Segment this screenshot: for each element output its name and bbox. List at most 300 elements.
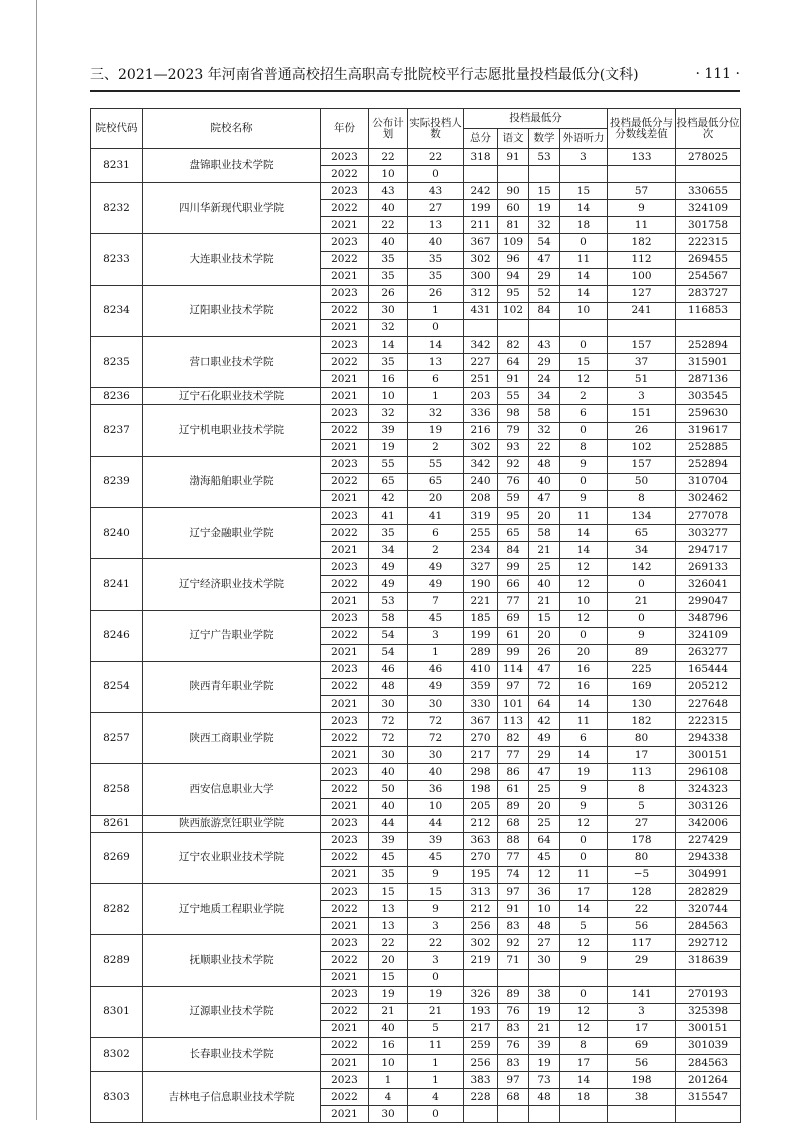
cell-planned: 35 <box>369 268 408 285</box>
cell-total: 256 <box>464 1054 498 1071</box>
school-code: 8246 <box>91 610 143 661</box>
cell-math: 29 <box>529 268 560 285</box>
cell-math: 32 <box>529 217 560 234</box>
table-row <box>91 610 741 627</box>
cell-total: 367 <box>464 713 498 730</box>
cell-actual: 1 <box>408 644 464 661</box>
cell-chinese: 76 <box>498 1003 529 1020</box>
cell-year: 2021 <box>321 1106 369 1123</box>
cell-listening <box>560 166 608 183</box>
table-row <box>91 764 741 781</box>
cell-math: 42 <box>529 713 560 730</box>
cell-listening: 9 <box>560 490 608 507</box>
table-row <box>91 661 741 678</box>
cell-actual: 4 <box>408 1089 464 1106</box>
cell-listening: 6 <box>560 405 608 422</box>
cell-total: 270 <box>464 730 498 747</box>
cell-listening: 16 <box>560 661 608 678</box>
col-header-rank: 投档最低分位次 <box>676 109 741 149</box>
cell-math: 54 <box>529 234 560 251</box>
cell-actual: 35 <box>408 251 464 268</box>
cell-listening: 6 <box>560 730 608 747</box>
cell-year: 2022 <box>321 302 369 319</box>
cell-math: 40 <box>529 576 560 593</box>
cell-planned: 22 <box>369 217 408 234</box>
table-row <box>91 935 741 952</box>
cell-actual: 10 <box>408 798 464 815</box>
cell-planned: 10 <box>369 166 408 183</box>
cell-rank: 326041 <box>676 576 741 593</box>
cell-math: 21 <box>529 542 560 559</box>
cell-year: 2023 <box>321 285 369 302</box>
cell-rank: 263277 <box>676 644 741 661</box>
cell-actual: 49 <box>408 678 464 695</box>
cell-listening: 12 <box>560 610 608 627</box>
cell-planned: 10 <box>369 388 408 405</box>
cell-year: 2022 <box>321 678 369 695</box>
cell-chinese: 97 <box>498 678 529 695</box>
cell-rank: 303277 <box>676 525 741 542</box>
cell-actual: 0 <box>408 166 464 183</box>
table-row <box>91 507 741 524</box>
cell-planned: 46 <box>369 661 408 678</box>
cell-year: 2022 <box>321 781 369 798</box>
cell-year: 2023 <box>321 713 369 730</box>
cell-diff: 8 <box>608 781 676 798</box>
cell-actual: 9 <box>408 901 464 918</box>
cell-chinese: 92 <box>498 935 529 952</box>
cell-listening: 9 <box>560 952 608 969</box>
cell-total: 302 <box>464 439 498 456</box>
cell-chinese: 97 <box>498 884 529 901</box>
cell-year: 2022 <box>321 849 369 866</box>
cell-total: 313 <box>464 884 498 901</box>
cell-diff: 38 <box>608 1089 676 1106</box>
cell-actual: 13 <box>408 354 464 371</box>
cell-math: 39 <box>529 1037 560 1054</box>
cell-rank: 284563 <box>676 918 741 935</box>
cell-total: 327 <box>464 559 498 576</box>
cell-total: 198 <box>464 781 498 798</box>
cell-listening: 18 <box>560 1089 608 1106</box>
cell-total <box>464 969 498 986</box>
school-code: 8301 <box>91 986 143 1037</box>
cell-rank: 252894 <box>676 337 741 354</box>
cell-actual: 43 <box>408 183 464 200</box>
school-name: 西安信息职业大学 <box>143 764 321 815</box>
school-name: 渤海船舶职业学院 <box>143 456 321 507</box>
cell-total: 242 <box>464 183 498 200</box>
school-name: 辽阳职业技术学院 <box>143 285 321 336</box>
header-rule <box>90 90 740 92</box>
cell-total: 199 <box>464 200 498 217</box>
cell-math: 47 <box>529 661 560 678</box>
cell-listening <box>560 969 608 986</box>
cell-math: 47 <box>529 764 560 781</box>
cell-listening: 0 <box>560 422 608 439</box>
cell-chinese: 60 <box>498 200 529 217</box>
school-code: 8302 <box>91 1037 143 1071</box>
cell-actual: 9 <box>408 866 464 883</box>
cell-rank: 259630 <box>676 405 741 422</box>
cell-math: 20 <box>529 627 560 644</box>
cell-rank: 227648 <box>676 696 741 713</box>
table-row <box>91 559 741 576</box>
cell-actual: 49 <box>408 576 464 593</box>
cell-rank: 315547 <box>676 1089 741 1106</box>
cell-year: 2022 <box>321 627 369 644</box>
cell-total: 205 <box>464 798 498 815</box>
cell-listening: 3 <box>560 149 608 166</box>
cell-diff: 133 <box>608 149 676 166</box>
cell-rank: 310704 <box>676 473 741 490</box>
cell-listening: 14 <box>560 1072 608 1089</box>
cell-total: 410 <box>464 661 498 678</box>
cell-planned: 50 <box>369 781 408 798</box>
cell-planned: 43 <box>369 183 408 200</box>
cell-chinese <box>498 969 529 986</box>
cell-rank: 287136 <box>676 371 741 388</box>
cell-diff: 9 <box>608 200 676 217</box>
col-header-diff: 投档最低分与分数线差值 <box>608 109 676 149</box>
cell-diff: 56 <box>608 918 676 935</box>
cell-diff: 80 <box>608 730 676 747</box>
cell-actual: 3 <box>408 952 464 969</box>
cell-math: 47 <box>529 251 560 268</box>
cell-total: 259 <box>464 1037 498 1054</box>
cell-chinese: 66 <box>498 576 529 593</box>
cell-listening: 18 <box>560 217 608 234</box>
cell-listening: 12 <box>560 935 608 952</box>
cell-chinese: 68 <box>498 1089 529 1106</box>
cell-listening: 8 <box>560 1037 608 1054</box>
cell-year: 2023 <box>321 234 369 251</box>
cell-diff <box>608 969 676 986</box>
cell-math: 47 <box>529 490 560 507</box>
cell-year: 2021 <box>321 319 369 336</box>
cell-listening: 0 <box>560 849 608 866</box>
cell-math: 24 <box>529 371 560 388</box>
cell-chinese: 65 <box>498 525 529 542</box>
table-row <box>91 149 741 166</box>
cell-year: 2022 <box>321 901 369 918</box>
cell-chinese: 90 <box>498 183 529 200</box>
cell-total: 431 <box>464 302 498 319</box>
page-number: · 111 · <box>695 66 740 82</box>
cell-actual: 45 <box>408 849 464 866</box>
cell-listening: 11 <box>560 251 608 268</box>
cell-actual: 6 <box>408 371 464 388</box>
cell-year: 2022 <box>321 473 369 490</box>
cell-actual: 22 <box>408 935 464 952</box>
school-name: 陕西旅游烹饪职业学院 <box>143 815 321 832</box>
cell-actual: 0 <box>408 1106 464 1123</box>
cell-planned: 39 <box>369 832 408 849</box>
cell-chinese: 82 <box>498 337 529 354</box>
cell-rank: 302462 <box>676 490 741 507</box>
cell-math: 53 <box>529 149 560 166</box>
cell-actual: 65 <box>408 473 464 490</box>
cell-math: 25 <box>529 781 560 798</box>
school-name: 辽宁机电职业技术学院 <box>143 405 321 456</box>
school-name: 四川华新现代职业学院 <box>143 183 321 234</box>
cell-actual: 19 <box>408 422 464 439</box>
cell-chinese: 98 <box>498 405 529 422</box>
cell-listening: 14 <box>560 542 608 559</box>
cell-listening: 2 <box>560 388 608 405</box>
cell-total: 193 <box>464 1003 498 1020</box>
cell-planned: 14 <box>369 337 408 354</box>
school-code: 8239 <box>91 456 143 507</box>
cell-actual: 22 <box>408 149 464 166</box>
cell-actual: 30 <box>408 696 464 713</box>
cell-year: 2023 <box>321 456 369 473</box>
cell-diff: 198 <box>608 1072 676 1089</box>
cell-actual: 13 <box>408 217 464 234</box>
cell-planned: 35 <box>369 525 408 542</box>
cell-actual: 55 <box>408 456 464 473</box>
cell-year: 2021 <box>321 1054 369 1071</box>
cell-rank: 222315 <box>676 234 741 251</box>
cell-diff: 157 <box>608 456 676 473</box>
school-name: 陕西工商职业学院 <box>143 713 321 764</box>
cell-rank: 201264 <box>676 1072 741 1089</box>
school-code: 8231 <box>91 149 143 183</box>
cell-total <box>464 319 498 336</box>
cell-math: 49 <box>529 730 560 747</box>
cell-year: 2021 <box>321 439 369 456</box>
cell-rank: 222315 <box>676 713 741 730</box>
cell-planned: 16 <box>369 1037 408 1054</box>
cell-rank: 227429 <box>676 832 741 849</box>
cell-total: 298 <box>464 764 498 781</box>
cell-diff: 5 <box>608 798 676 815</box>
cell-planned: 40 <box>369 1020 408 1037</box>
cell-chinese: 91 <box>498 149 529 166</box>
cell-diff: 69 <box>608 1037 676 1054</box>
cell-diff: 113 <box>608 764 676 781</box>
school-code: 8257 <box>91 713 143 764</box>
cell-planned: 13 <box>369 918 408 935</box>
cell-planned: 10 <box>369 1054 408 1071</box>
cell-planned: 40 <box>369 200 408 217</box>
cell-listening: 20 <box>560 644 608 661</box>
cell-actual: 1 <box>408 302 464 319</box>
cell-chinese: 71 <box>498 952 529 969</box>
header-row-1 <box>91 109 741 129</box>
cell-diff: 27 <box>608 815 676 832</box>
cell-diff: 89 <box>608 644 676 661</box>
cell-year: 2023 <box>321 935 369 952</box>
cell-chinese: 69 <box>498 610 529 627</box>
cell-planned: 49 <box>369 576 408 593</box>
cell-planned: 32 <box>369 319 408 336</box>
cell-diff <box>608 166 676 183</box>
cell-listening: 10 <box>560 302 608 319</box>
cell-diff: 169 <box>608 678 676 695</box>
cell-listening: 17 <box>560 1054 608 1071</box>
cell-chinese: 91 <box>498 901 529 918</box>
cell-total: 359 <box>464 678 498 695</box>
cell-math: 32 <box>529 422 560 439</box>
school-name: 大连职业技术学院 <box>143 234 321 285</box>
cell-year: 2021 <box>321 918 369 935</box>
cell-year: 2023 <box>321 986 369 1003</box>
cell-total: 217 <box>464 1020 498 1037</box>
table-row <box>91 815 741 832</box>
cell-total: 319 <box>464 507 498 524</box>
cell-year: 2021 <box>321 217 369 234</box>
cell-year: 2022 <box>321 730 369 747</box>
cell-math: 19 <box>529 1003 560 1020</box>
cell-actual: 40 <box>408 764 464 781</box>
cell-actual: 1 <box>408 1072 464 1089</box>
cell-rank <box>676 969 741 986</box>
cell-diff: 34 <box>608 542 676 559</box>
cell-listening: 0 <box>560 627 608 644</box>
cell-diff: 100 <box>608 268 676 285</box>
cell-listening: 0 <box>560 832 608 849</box>
table-row <box>91 1072 741 1089</box>
cell-math: 64 <box>529 832 560 849</box>
cell-year: 2023 <box>321 661 369 678</box>
col-header-planned: 公布计划 <box>369 109 408 149</box>
cell-actual: 30 <box>408 747 464 764</box>
cell-listening: 5 <box>560 918 608 935</box>
cell-diff: 57 <box>608 183 676 200</box>
school-code: 8258 <box>91 764 143 815</box>
cell-chinese: 83 <box>498 1054 529 1071</box>
school-code: 8234 <box>91 285 143 336</box>
cell-year: 2023 <box>321 1072 369 1089</box>
cell-total <box>464 1106 498 1123</box>
table-row <box>91 183 741 200</box>
school-code: 8237 <box>91 405 143 456</box>
cell-listening: 12 <box>560 559 608 576</box>
cell-rank: 319617 <box>676 422 741 439</box>
cell-planned: 22 <box>369 149 408 166</box>
cell-actual: 49 <box>408 559 464 576</box>
cell-planned: 1 <box>369 1072 408 1089</box>
cell-diff: 0 <box>608 576 676 593</box>
cell-planned: 15 <box>369 884 408 901</box>
cell-year: 2023 <box>321 405 369 422</box>
cell-diff: 130 <box>608 696 676 713</box>
cell-planned: 55 <box>369 456 408 473</box>
cell-listening: 12 <box>560 576 608 593</box>
cell-listening: 12 <box>560 1020 608 1037</box>
cell-math: 29 <box>529 747 560 764</box>
cell-planned: 44 <box>369 815 408 832</box>
cell-actual: 26 <box>408 285 464 302</box>
col-header-math: 数学 <box>529 129 560 149</box>
cell-rank: 282829 <box>676 884 741 901</box>
cell-chinese: 95 <box>498 285 529 302</box>
cell-year: 2022 <box>321 576 369 593</box>
cell-planned: 21 <box>369 1003 408 1020</box>
table-row <box>91 234 741 251</box>
cell-actual: 6 <box>408 525 464 542</box>
cell-math: 27 <box>529 935 560 952</box>
cell-rank: 300151 <box>676 747 741 764</box>
cell-listening: 11 <box>560 866 608 883</box>
cell-chinese: 82 <box>498 730 529 747</box>
cell-year: 2022 <box>321 200 369 217</box>
cell-year: 2022 <box>321 1003 369 1020</box>
cell-planned: 30 <box>369 696 408 713</box>
cell-math: 21 <box>529 1020 560 1037</box>
table-row <box>91 388 741 405</box>
school-code: 8232 <box>91 183 143 234</box>
cell-math: 45 <box>529 849 560 866</box>
cell-actual: 5 <box>408 1020 464 1037</box>
cell-planned: 19 <box>369 439 408 456</box>
cell-year: 2023 <box>321 610 369 627</box>
table-row <box>91 405 741 422</box>
cell-diff: 11 <box>608 217 676 234</box>
cell-rank: 284563 <box>676 1054 741 1071</box>
cell-chinese: 88 <box>498 832 529 849</box>
cell-planned: 26 <box>369 285 408 302</box>
cell-diff: 112 <box>608 251 676 268</box>
cell-diff: 128 <box>608 884 676 901</box>
cell-total: 318 <box>464 149 498 166</box>
cell-rank: 300151 <box>676 1020 741 1037</box>
table-row <box>91 986 741 1003</box>
cell-rank: 301758 <box>676 217 741 234</box>
school-code: 8236 <box>91 388 143 405</box>
cell-diff: 21 <box>608 593 676 610</box>
school-name: 陕西青年职业学院 <box>143 661 321 712</box>
cell-math: 64 <box>529 696 560 713</box>
cell-planned: 41 <box>369 507 408 524</box>
col-header-listening: 外语听力 <box>560 129 608 149</box>
cell-rank: 294338 <box>676 730 741 747</box>
cell-rank: 277078 <box>676 507 741 524</box>
school-code: 8254 <box>91 661 143 712</box>
cell-chinese: 77 <box>498 593 529 610</box>
cell-year: 2021 <box>321 866 369 883</box>
cell-planned: 13 <box>369 901 408 918</box>
school-name: 辽源职业技术学院 <box>143 986 321 1037</box>
cell-planned: 54 <box>369 644 408 661</box>
cell-chinese: 61 <box>498 627 529 644</box>
cell-year: 2023 <box>321 832 369 849</box>
cell-actual: 11 <box>408 1037 464 1054</box>
cell-planned: 53 <box>369 593 408 610</box>
cell-planned: 49 <box>369 559 408 576</box>
cell-math <box>529 166 560 183</box>
cell-year: 2022 <box>321 422 369 439</box>
cell-rank: 318639 <box>676 952 741 969</box>
cell-math: 48 <box>529 1089 560 1106</box>
cell-math: 72 <box>529 678 560 695</box>
cell-total: 234 <box>464 542 498 559</box>
cell-year: 2021 <box>321 969 369 986</box>
cell-chinese: 101 <box>498 696 529 713</box>
cell-actual: 41 <box>408 507 464 524</box>
cell-listening: 12 <box>560 815 608 832</box>
cell-diff: 225 <box>608 661 676 678</box>
cell-planned: 58 <box>369 610 408 627</box>
cell-rank: 252894 <box>676 456 741 473</box>
cell-total: 212 <box>464 901 498 918</box>
school-code: 8261 <box>91 815 143 832</box>
cell-planned: 35 <box>369 354 408 371</box>
cell-chinese: 92 <box>498 456 529 473</box>
cell-actual: 44 <box>408 815 464 832</box>
cell-year: 2021 <box>321 542 369 559</box>
